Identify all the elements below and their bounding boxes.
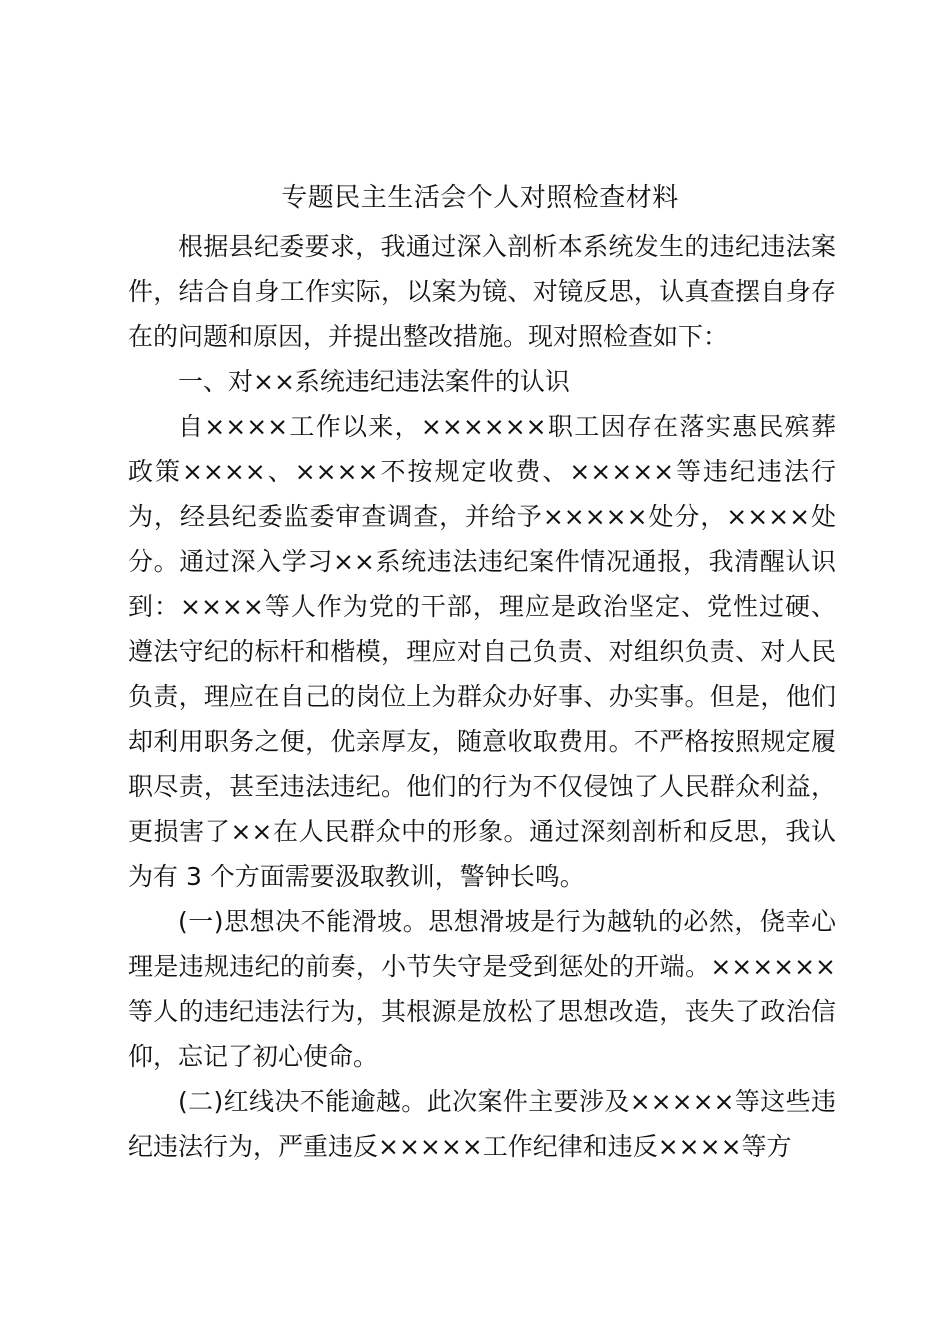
case-paragraph: 自××××工作以来，××××××职工因存在落实惠民殡葬政策××××、××××不按规定收费、×××××等违纪违法行为，经县纪委监委审查调查，并给予×××××处分，××××处分。通过深入学习××系统违法违纪案件情况通报，我清醒认识到：××××等人作为党的干部，理应是政治坚定、党性过硬、遵法守纪的标杆和楷模，理应对自己负责、对组织负责、对人民负责，理应在自己的岗位上为群众办好事、办实事。但是，他们却利用职务之便，优亲厚友，随意收取费用。不严格按照规定履职尽责，甚至违法违纪。他们的行为不仅侵蚀了人民群众利益，更损害了××在人民群众中的形象。通过深刻剖析和反思，我认为有 3 个方面需要汲取教训，警钟长鸣。 — [128, 412, 836, 891]
document-title: 专题民主生活会个人对照检查材料 — [281, 183, 679, 213]
section-heading: 一、对××系统违纪违法案件的认识 — [178, 367, 570, 396]
point-two-paragraph: (二)红线决不能逾越。此次案件主要涉及×××××等这些违纪违法行为，严重违反×××××工作纪律和违反××××等方 — [128, 1087, 836, 1161]
intro-paragraph: 根据县纪委要求，我通过深入剖析本系统发生的违纪违法案件，结合自身工作实际，以案为镜、对镜反思，认真查摆自身存在的问题和原因，并提出整改措施。现对照检查如下： — [128, 232, 836, 351]
point-one-paragraph: (一)思想决不能滑坡。思想滑坡是行为越轨的必然，侥幸心理是违规违纪的前奏，小节失守是受到惩处的开端。××××××等人的违纪违法行为，其根源是放松了思想改造，丧失了政治信仰，忘记了初心使命。 — [128, 907, 836, 1071]
document-body — [128, 224, 836, 1169]
